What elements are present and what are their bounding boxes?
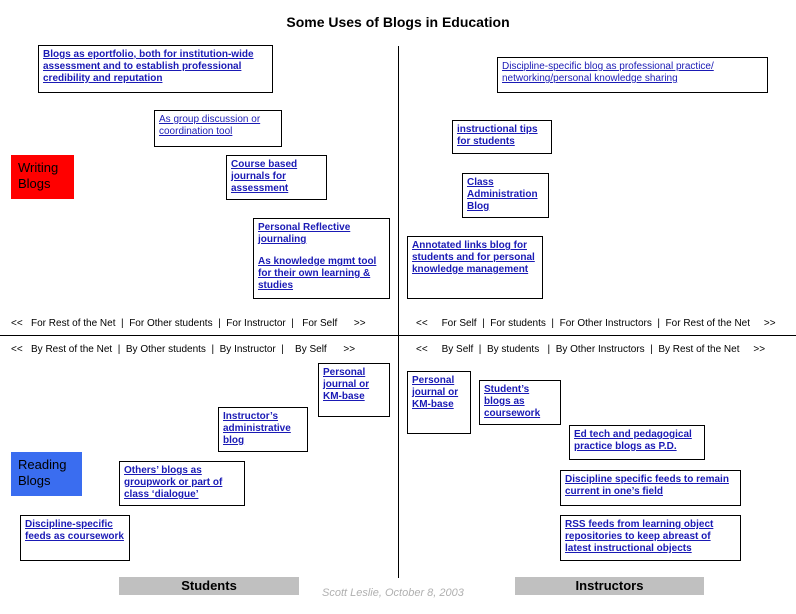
knowledge-mgmt-link[interactable]: As knowledge mgmt tool for their own learning & studies [258, 256, 377, 291]
discipline-feeds-coursework-link[interactable]: Discipline-specific feeds as coursework [20, 515, 130, 561]
discipline-blog-link[interactable]: Discipline-specific blog as professional practice/ networking/personal knowledge sharing [497, 57, 768, 93]
axis-lower-right: << By Self | By students | By Other Instructors | By Rest of the Net >> [416, 344, 766, 355]
spacer [258, 246, 385, 256]
reflective-journaling-box [253, 218, 390, 299]
axis-upper-left: << For Rest of the Net | For Other students | For Instructor | For Self >> [11, 318, 366, 329]
students-footer-label: Students [119, 577, 299, 595]
group-discussion-link[interactable]: As group discussion or coordination tool [154, 110, 282, 147]
reading-blogs-label: Reading Blogs [11, 452, 82, 496]
author-credit: Scott Leslie, October 8, 2003 [322, 587, 464, 599]
annotated-links-link[interactable]: Annotated links blog for students and for personal knowledge management [407, 236, 543, 299]
course-journals-link[interactable]: Course based journals for assessment [226, 155, 327, 200]
edtech-blogs-link[interactable]: Ed tech and pedagogical practice blogs as P.D. [569, 425, 705, 460]
writing-blogs-label: Writing Blogs [11, 155, 74, 199]
others-blogs-link[interactable]: Others’ blogs as groupwork or part of class ‘dialogue’ [119, 461, 245, 506]
diagram-title: Some Uses of Blogs in Education [286, 14, 510, 30]
eportfolio-link[interactable]: Blogs as eportfolio, both for institution-wide assessment and to establish professional credibility and reputation [38, 45, 273, 93]
instructional-tips-link[interactable]: instructional tips for students [452, 120, 552, 154]
reflective-journaling-link[interactable]: Personal Reflective journaling [258, 222, 351, 245]
axis-lower-left: << By Rest of the Net | By Other students | By Instructor | By Self >> [11, 344, 356, 355]
instructors-footer-label: Instructors [515, 577, 704, 595]
students-blogs-link[interactable]: Student’s blogs as coursework [479, 380, 561, 425]
instructor-admin-blog-link[interactable]: Instructor’s administrative blog [218, 407, 308, 452]
personal-journal-reading-link[interactable]: Personal journal or KM-base [318, 363, 390, 417]
axis-upper-right: << For Self | For students | For Other Instructors | For Rest of the Net >> [416, 318, 776, 329]
personal-km-base-link[interactable]: Personal journal or KM-base [407, 371, 471, 434]
class-administration-link[interactable]: Class Administration Blog [462, 173, 549, 218]
rss-feeds-link[interactable]: RSS feeds from learning object repositories to keep abreast of latest instructional objects [560, 515, 741, 561]
horizontal-axis-line [0, 335, 796, 336]
discipline-feeds-current-link[interactable]: Discipline specific feeds to remain current in one’s field [560, 470, 741, 506]
vertical-axis-line [398, 46, 399, 578]
